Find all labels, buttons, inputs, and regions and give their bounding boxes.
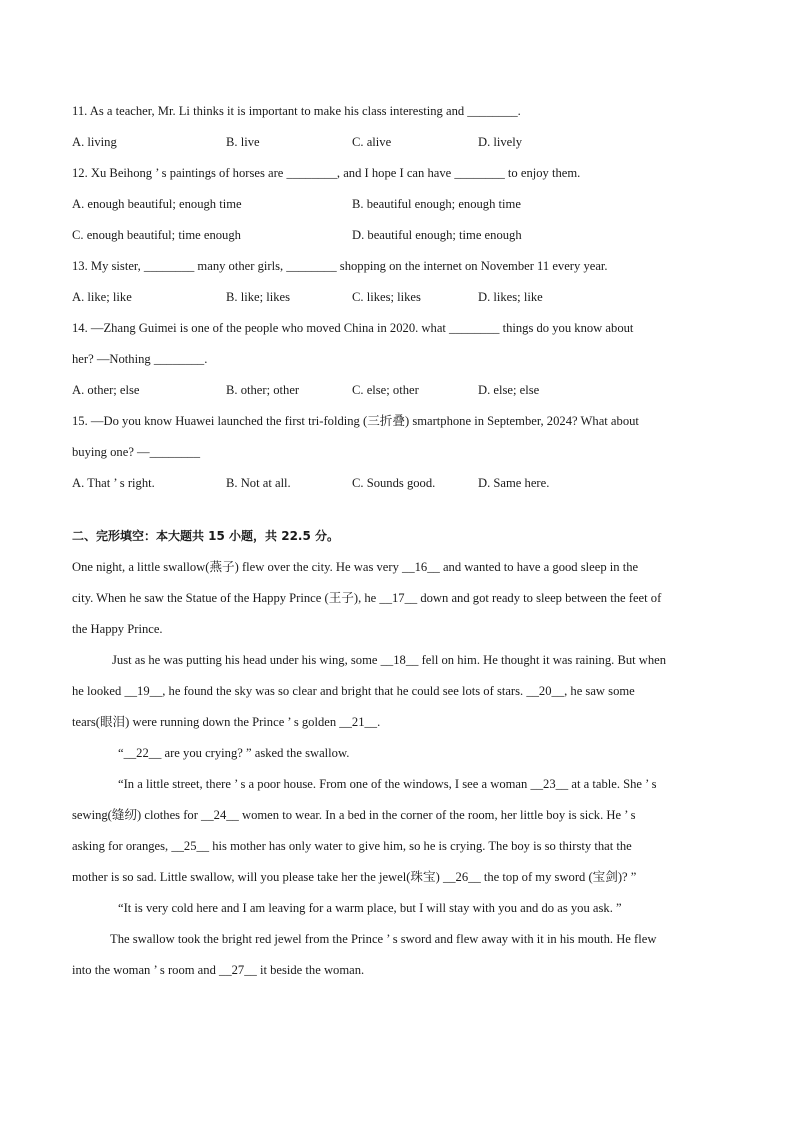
option-d: D. else; else bbox=[478, 383, 540, 397]
passage-line: “__22__ are you crying? ” asked the swallow. bbox=[118, 746, 350, 760]
question-12 bbox=[72, 158, 724, 251]
passage-line: One night, a little swallow(燕子) flew over the city. He was very __16__ and wanted to have a good sleep in the bbox=[72, 560, 639, 574]
option-d: D. beautiful enough; time enough bbox=[352, 228, 522, 242]
option-d: D. lively bbox=[478, 135, 523, 149]
options-row bbox=[72, 282, 724, 313]
question-stem: 13. My sister, ________ many other girls, ________ shopping on the internet on November 11 every year. bbox=[72, 259, 608, 273]
option-a: A. That ’ s right. bbox=[72, 476, 155, 490]
option-d: D. Same here. bbox=[478, 476, 550, 490]
options-row bbox=[72, 468, 724, 499]
option-b: B. beautiful enough; enough time bbox=[352, 197, 521, 211]
options-row bbox=[72, 189, 724, 220]
option-a: A. living bbox=[72, 135, 117, 149]
section-spacer bbox=[72, 499, 724, 521]
option-c: C. likes; likes bbox=[352, 290, 421, 304]
option-d: D. likes; like bbox=[478, 290, 543, 304]
section-title: 二、完形填空：本大题共 15 小题，共 22.5 分。 bbox=[72, 529, 340, 543]
question-14 bbox=[72, 313, 724, 406]
options-row bbox=[72, 127, 724, 158]
passage-line: asking for oranges, __25__ his mother has only water to give him, so he is crying. The boy is so thirsty that the bbox=[72, 839, 632, 853]
section-cloze bbox=[72, 521, 724, 986]
passage-line: the Happy Prince. bbox=[72, 622, 163, 636]
passage-line: tears(眼泪) were running down the Prince ’ s golden __21__. bbox=[72, 715, 381, 729]
passage-line: city. When he saw the Statue of the Happy Prince (王子), he __17__ down and got ready to sleep between the feet of bbox=[72, 591, 662, 605]
option-a: A. enough beautiful; enough time bbox=[72, 197, 242, 211]
options-row bbox=[72, 375, 724, 406]
question-15 bbox=[72, 406, 724, 499]
passage-line: mother is so sad. Little swallow, will you please take her the jewel(珠宝) __26__ the top of my sword (宝剑)? ” bbox=[72, 870, 637, 884]
passage-line: The swallow took the bright red jewel from the Prince ’ s sword and flew away with it in his mouth. He flew bbox=[110, 932, 657, 946]
question-11 bbox=[72, 96, 724, 158]
question-stem: 14. —Zhang Guimei is one of the people who moved China in 2020. what ________ things do you know about bbox=[72, 321, 634, 335]
passage-line: sewing(缝纫) clothes for __24__ women to wear. In a bed in the corner of the room, her little boy is sick. He ’ s bbox=[72, 808, 636, 822]
question-13 bbox=[72, 251, 724, 313]
option-b: B. Not at all. bbox=[226, 476, 291, 490]
option-c: C. Sounds good. bbox=[352, 476, 436, 490]
exam-page bbox=[72, 96, 724, 986]
option-c: C. enough beautiful; time enough bbox=[72, 228, 241, 242]
options-row bbox=[72, 220, 724, 251]
option-c: C. else; other bbox=[352, 383, 419, 397]
passage-line: “It is very cold here and I am leaving for a warm place, but I will stay with you and do as you ask. ” bbox=[118, 901, 622, 915]
option-b: B. live bbox=[226, 135, 260, 149]
passage-line: into the woman ’ s room and __27__ it beside the woman. bbox=[72, 963, 365, 977]
question-stem: 11. As a teacher, Mr. Li thinks it is important to make his class interesting and ________. bbox=[72, 104, 521, 118]
option-a: A. like; like bbox=[72, 290, 132, 304]
passage-line: he looked __19__, he found the sky was so clear and bright that he could see lots of stars. __20__, he saw some bbox=[72, 684, 635, 698]
option-b: B. other; other bbox=[226, 383, 300, 397]
option-a: A. other; else bbox=[72, 383, 140, 397]
option-c: C. alive bbox=[352, 135, 392, 149]
question-stem: 12. Xu Beihong ’ s paintings of horses are ________, and I hope I can have ________ to enjoy them. bbox=[72, 166, 581, 180]
passage-line: Just as he was putting his head under his wing, some __18__ fell on him. He thought it was raining. But when bbox=[112, 653, 667, 667]
question-stem-continued: buying one? —________ bbox=[72, 445, 201, 459]
question-stem-continued: her? —Nothing ________. bbox=[72, 352, 208, 366]
option-b: B. like; likes bbox=[226, 290, 291, 304]
passage-line: “In a little street, there ’ s a poor house. From one of the windows, I see a woman __23__ at a table. She ’ s bbox=[118, 777, 657, 791]
question-stem: 15. —Do you know Huawei launched the first tri-folding (三折叠) smartphone in September, 2024? What about bbox=[72, 414, 639, 428]
